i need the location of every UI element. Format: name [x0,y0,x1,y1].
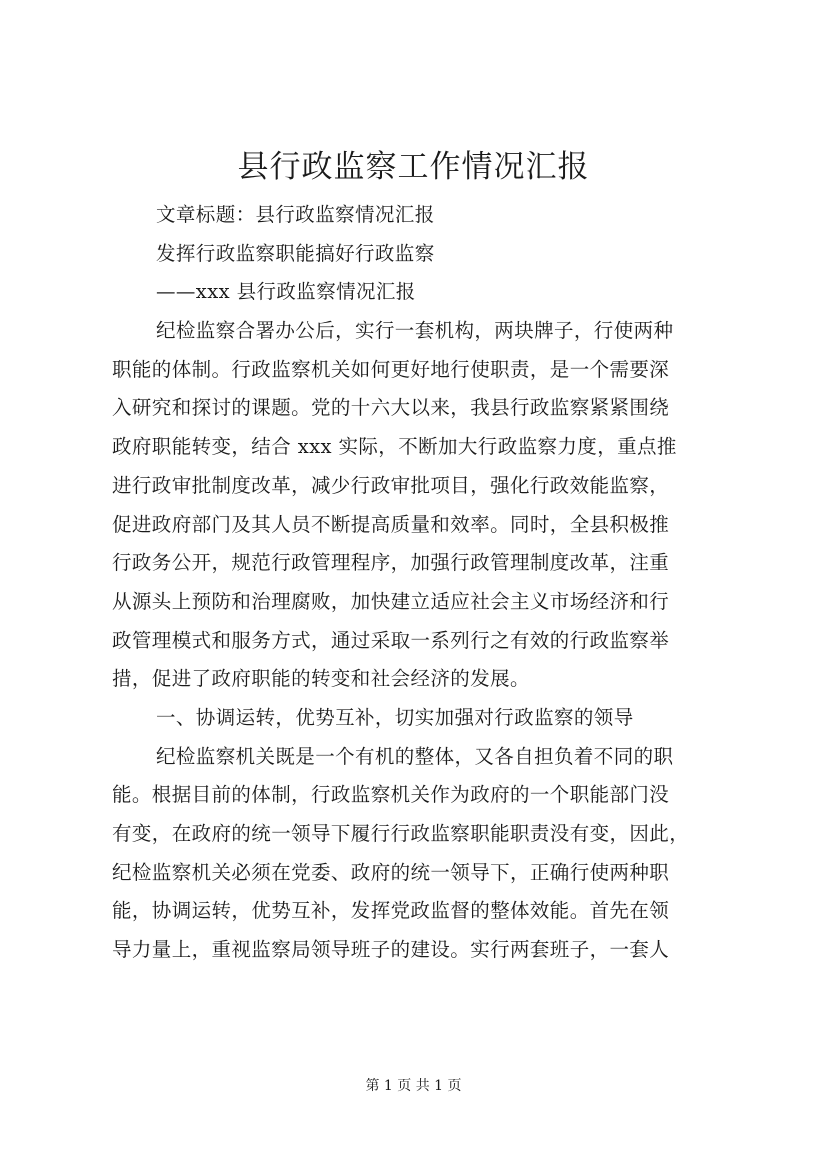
body-line: 纪检监察合署办公后，实行一套机构，两块牌子，行使两种 [156,319,674,343]
section-heading: 一、协调运转，优势互补，切实加强对行政监察的领导 [156,705,634,729]
body-line: 导力量上，重视监察局领导班子的建设。实行两套班子，一套人 [112,938,670,962]
document-body [112,196,732,970]
body-line: 进行政审批制度改革，减少行政审批项目，强化行政效能监察， [112,473,670,497]
body-line: 能，协调运转，优势互补，发挥党政监督的整体效能。首先在领 [112,899,670,923]
page-footer: 第 1 页 共 1 页 [365,1078,462,1094]
body-line: ——xxx 县行政监察情况汇报 [156,280,416,304]
body-line: 措，促进了政府职能的转变和社会经济的发展。 [112,667,530,691]
body-line: 能。根据目前的体制，行政监察机关作为政府的一个职能部门没 [112,783,670,807]
body-line: 文章标题：县行政监察情况汇报 [156,203,435,226]
body-line: 纪检监察机关既是一个有机的整体，又各自担负着不同的职 [156,744,674,768]
body-line: 从源头上预防和治理腐败，加快建立适应社会主义市场经济和行 [112,589,670,613]
body-line: 行政务公开，规范行政管理程序，加强行政管理制度改革，注重 [112,551,670,575]
body-line: 政府职能转变，结合 xxx 实际，不断加大行政监察力度，重点推 [112,435,677,459]
body-line: 入研究和探讨的课题。党的十六大以来，我县行政监察紧紧围绕 [112,396,670,420]
body-line: 发挥行政监察职能搞好行政监察 [156,241,435,265]
body-line: 促进政府部门及其人员不断提高质量和效率。同时，全县积极推 [112,512,670,536]
document-title: 县行政监察工作情况汇报 [237,149,590,185]
body-line: 纪检监察机关必须在党委、政府的统一领导下，正确行使两种职 [112,860,670,884]
body-line: 政管理模式和服务方式，通过采取一系列行之有效的行政监察举 [112,628,670,652]
body-line: 有变，在政府的统一领导下履行行政监察职能职责没有变，因此， [112,822,690,845]
body-line: 职能的体制。行政监察机关如何更好地行使职责，是一个需要深 [112,357,670,381]
